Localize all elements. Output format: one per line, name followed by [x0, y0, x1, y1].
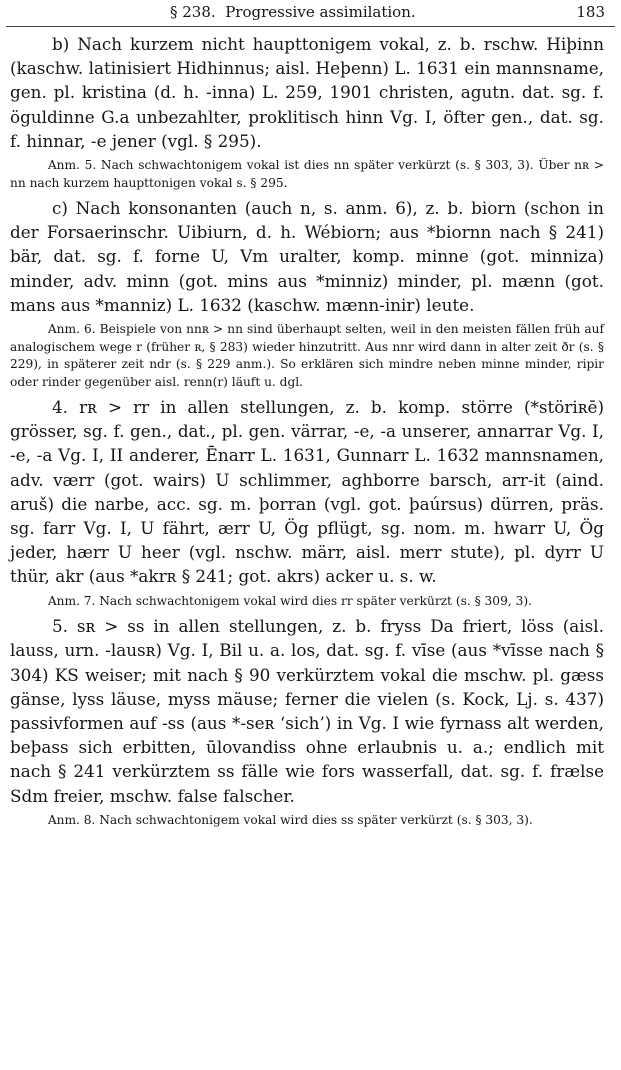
note-anm-7: Anm. 7. Nach schwachtonigem vokal wird dies rr später verkürzt (s. § 309, 3).	[47, 593, 532, 608]
running-header	[170, 3, 605, 25]
paragraph-5: 5. sʀ > ss in allen stellungen, z. b. fryss Da friert, löss (aisl. lauss, urn. -lausʀ) Vg. I, Bil u. a. los, dat. sg. f. vīse (aus *vīsse nach § 304) KS weiser; mit nach § 90 verkürztem vokal die mschw. pl. gæss gänse, lyss läuse, myss mäuse; ferner die vielen (s. Kock, Lj. s. 437) passivformen auf -ss (aus *-seʀ ‘sich’) in Vg. I wie fyrnass alt werden, beþass sich erbitten, ūlovandiss ohne erlaubnis u. a.; endlich mit nach § 241 verkürztem ss fälle wie fors wasserfall, dat. sg. f. frælse Sdm freier, mschw. false falscher.	[10, 616, 604, 806]
paragraph-c: c) Nach konsonanten (auch n, s. anm. 6), z. b. biorn (schon in der Forsaerinschr. Uibiurn, d. h. Wébiorn; aus *biornn nach § 241) bär, dat. sg. f. forne U, Vm uralter, komp. minne (got. minniza) minder, adv. minn (got. mins aus *minniz) minder, pl. mænn (got. mans aus *manniz) L. 1632 (kaschw. mænn-inir) leute.	[10, 198, 604, 315]
note-anm-6: Anm. 6. Beispiele von nnʀ > nn sind überhaupt selten, weil in den meisten fällen früh auf analogischem wege r (früher ʀ, § 283) wieder hinzutritt. Aus nnr wird dann in alter zeit ðr (s. § 229), in späterer zeit ndr (s. § 229 anm.). So erklären sich mindre neben minne minder, ripir oder rinder gegenüber aisl. renn(r) läuft u. dgl.	[10, 322, 604, 389]
running-title: § 238. Progressive assimilation.	[170, 3, 416, 21]
note-anm-8: Anm. 8. Nach schwachtonigem vokal wird dies ss später verkürzt (s. § 303, 3).	[47, 812, 533, 827]
page-number: 183	[576, 3, 605, 21]
paragraph-4: 4. rʀ > rr in allen stellungen, z. b. komp. större (*störiʀē) grösser, sg. f. gen., dat., pl. gen. värrar, -e, -a unserer, annarrar Vg. I, -e, -a Vg. I, II anderer, Ēnarr L. 1631, Gunnarr L. 1632 mannsnamen, adv. værr (got. wairs) U schlimmer, aghborre barsch, arr-it (aind. aruš) die narbe, acc. sg. m. þorran (vgl. got. þaúrsus) dürren, präs. sg. farr Vg. I, U fährt, ærr U, Ög pflügt, sg. nom. m. hwarr U, Ög jeder, hærr U heer (vgl. nschw. märr, aisl. merr stute), pl. dyrr U thür, akr (aus *akrʀ § 241; got. akrs) acker u. s. w.	[10, 397, 604, 587]
header-rule	[6, 26, 615, 27]
note-anm-5: Anm. 5. Nach schwachtonigem vokal ist dies nn später verkürzt (s. § 303, 3). Über nʀ > nn nach kurzem haupttonigen vokal s. § 295.	[10, 158, 604, 190]
paragraph-b: b) Nach kurzem nicht haupttonigem vokal, z. b. rschw. Hiþinn (kaschw. latinisiert Hidhinnus; aisl. Heþenn) L. 1631 ein mannsname, gen. pl. kristina (d. h. -inna) L. 259, 1901 christen, agutn. dat. sg. f. öguldinne G.a unbezahlter, proklitisch hinn Vg. I, öfter gen., dat. sg. f. hinnar, -e jener (vgl. § 295).	[10, 34, 604, 151]
page-body	[10, 32, 604, 833]
